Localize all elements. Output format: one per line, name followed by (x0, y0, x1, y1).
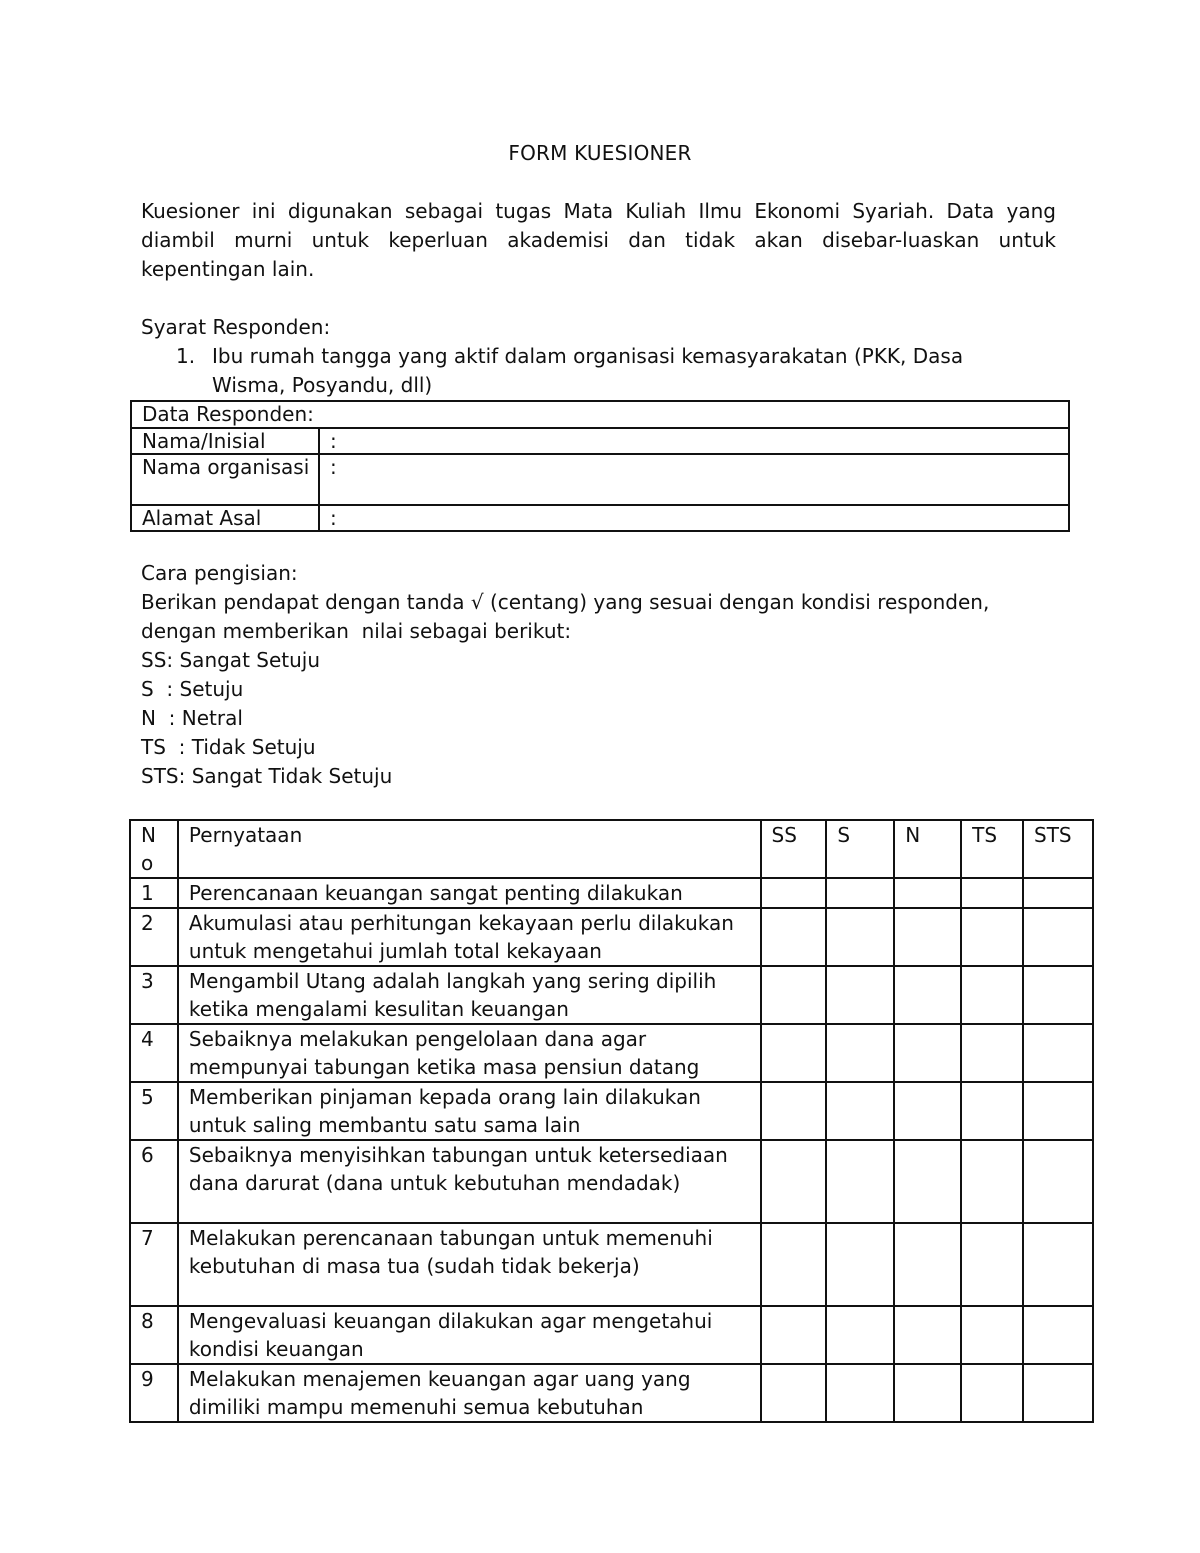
answer-cell-ss[interactable] (761, 1082, 827, 1140)
statement-text: Melakukan perencanaan tabungan untuk memenuhi kebutuhan di masa tua (sudah tidak bekerja) (178, 1223, 761, 1306)
table-row (130, 966, 1093, 1024)
answer-cell-ts[interactable] (961, 1082, 1023, 1140)
answer-cell-s[interactable] (826, 1140, 894, 1223)
answer-cell-n[interactable] (894, 966, 961, 1024)
instructions-section (141, 559, 1071, 791)
header-sts: STS (1023, 820, 1093, 878)
scale-legend-s: S : Setuju (141, 677, 244, 701)
table-row (130, 1306, 1093, 1364)
statement-text: Memberikan pinjaman kepada orang lain dilakukan untuk saling membantu satu sama lain (178, 1082, 761, 1140)
statement-text: Mengevaluasi keuangan dilakukan agar mengetahui kondisi keuangan (178, 1306, 761, 1364)
table-row (130, 1140, 1093, 1223)
answer-cell-ts[interactable] (961, 1364, 1023, 1422)
answer-cell-n[interactable] (894, 1082, 961, 1140)
syarat-item-number: 1. (176, 344, 196, 368)
answer-cell-s[interactable] (826, 1223, 894, 1306)
answer-cell-ts[interactable] (961, 878, 1023, 908)
answer-cell-ts[interactable] (961, 1223, 1023, 1306)
row-number: 2 (130, 908, 178, 966)
answer-cell-s[interactable] (826, 966, 894, 1024)
statement-text: Sebaiknya melakukan pengelolaan dana agar mempunyai tabungan ketika masa pensiun datang (178, 1024, 761, 1082)
respondent-table-header: Data Responden: (131, 401, 1069, 428)
answer-cell-ss[interactable] (761, 908, 827, 966)
respondent-field-organization[interactable]: : (319, 454, 1069, 505)
answer-cell-n[interactable] (894, 1140, 961, 1223)
row-number: 4 (130, 1024, 178, 1082)
answer-cell-n[interactable] (894, 1223, 961, 1306)
intro-paragraph: Kuesioner ini digunakan sebagai tugas Mata Kuliah Ilmu Ekonomi Syariah. Data yang diambil murni untuk keperluan akademisi dan tidak akan disebar-luaskan untuk kepentingan lain. (141, 199, 1056, 281)
answer-cell-s[interactable] (826, 1082, 894, 1140)
row-number: 6 (130, 1140, 178, 1223)
answer-cell-ss[interactable] (761, 878, 827, 908)
syarat-label: Syarat Responden: (141, 315, 331, 339)
answer-cell-sts[interactable] (1023, 1140, 1093, 1223)
answer-cell-sts[interactable] (1023, 966, 1093, 1024)
answer-cell-s[interactable] (826, 878, 894, 908)
answer-cell-sts[interactable] (1023, 908, 1093, 966)
answer-cell-ss[interactable] (761, 1024, 827, 1082)
answer-cell-n[interactable] (894, 1364, 961, 1422)
statement-text: Melakukan menajemen keuangan agar uang yang dimiliki mampu memenuhi semua kebutuhan (178, 1364, 761, 1422)
answer-cell-sts[interactable] (1023, 1024, 1093, 1082)
answer-cell-ss[interactable] (761, 1140, 827, 1223)
respondent-label-address: Alamat Asal (131, 505, 319, 531)
row-number: 3 (130, 966, 178, 1024)
answer-cell-n[interactable] (894, 1306, 961, 1364)
row-number: 7 (130, 1223, 178, 1306)
table-row (130, 1364, 1093, 1422)
answer-cell-ss[interactable] (761, 1223, 827, 1306)
answer-cell-s[interactable] (826, 1024, 894, 1082)
row-number: 5 (130, 1082, 178, 1140)
answer-cell-sts[interactable] (1023, 1223, 1093, 1306)
answer-cell-ts[interactable] (961, 908, 1023, 966)
statement-text: Perencanaan keuangan sangat penting dilakukan (178, 878, 761, 908)
answer-cell-sts[interactable] (1023, 1082, 1093, 1140)
respondent-table (130, 400, 1070, 532)
statement-text: Akumulasi atau perhitungan kekayaan perlu dilakukan untuk mengetahui jumlah total kekayaan (178, 908, 761, 966)
table-row (130, 1223, 1093, 1306)
answer-cell-ts[interactable] (961, 1024, 1023, 1082)
page-title: FORM KUESIONER (508, 141, 692, 165)
answer-cell-ss[interactable] (761, 1364, 827, 1422)
table-row (130, 1082, 1093, 1140)
answer-cell-ss[interactable] (761, 966, 827, 1024)
questionnaire-table (129, 819, 1094, 1423)
respondent-field-name[interactable]: : (319, 428, 1069, 454)
instructions-line: dengan memberikan nilai sebagai berikut: (141, 619, 572, 643)
row-number: 9 (130, 1364, 178, 1422)
answer-cell-s[interactable] (826, 908, 894, 966)
statement-text: Mengambil Utang adalah langkah yang sering dipilih ketika mengalami kesulitan keuangan (178, 966, 761, 1024)
answer-cell-ss[interactable] (761, 1306, 827, 1364)
header-ts: TS (961, 820, 1023, 878)
scale-legend-sts: STS: Sangat Tidak Setuju (141, 764, 393, 788)
answer-cell-ts[interactable] (961, 1306, 1023, 1364)
respondent-field-address[interactable]: : (319, 505, 1069, 531)
answer-cell-n[interactable] (894, 1024, 961, 1082)
scale-legend-ts: TS : Tidak Setuju (141, 735, 316, 759)
row-number: 1 (130, 878, 178, 908)
answer-cell-s[interactable] (826, 1364, 894, 1422)
table-row (130, 878, 1093, 908)
header-statement: Pernyataan (178, 820, 761, 878)
table-row (130, 1024, 1093, 1082)
statement-text: Sebaiknya menyisihkan tabungan untuk ketersediaan dana darurat (dana untuk kebutuhan mendadak) (178, 1140, 761, 1223)
answer-cell-s[interactable] (826, 1306, 894, 1364)
syarat-item-text: Ibu rumah tangga yang aktif dalam organisasi kemasyarakatan (PKK, Dasa Wisma, Posyandu, dll) (212, 344, 964, 397)
header-no: No (130, 820, 178, 878)
answer-cell-sts[interactable] (1023, 878, 1093, 908)
instructions-label: Cara pengisian: (141, 561, 298, 585)
header-ss: SS (761, 820, 827, 878)
answer-cell-n[interactable] (894, 878, 961, 908)
answer-cell-sts[interactable] (1023, 1306, 1093, 1364)
instructions-line: Berikan pendapat dengan tanda √ (centang) yang sesuai dengan kondisi responden, (141, 590, 990, 614)
table-row (130, 908, 1093, 966)
scale-legend-n: N : Netral (141, 706, 243, 730)
respondent-label-organization: Nama organisasi (131, 454, 319, 505)
scale-legend-ss: SS: Sangat Setuju (141, 648, 321, 672)
row-number: 8 (130, 1306, 178, 1364)
answer-cell-n[interactable] (894, 908, 961, 966)
header-n: N (894, 820, 961, 878)
answer-cell-sts[interactable] (1023, 1364, 1093, 1422)
answer-cell-ts[interactable] (961, 966, 1023, 1024)
header-s: S (826, 820, 894, 878)
respondent-label-name: Nama/Inisial (131, 428, 319, 454)
answer-cell-ts[interactable] (961, 1140, 1023, 1223)
